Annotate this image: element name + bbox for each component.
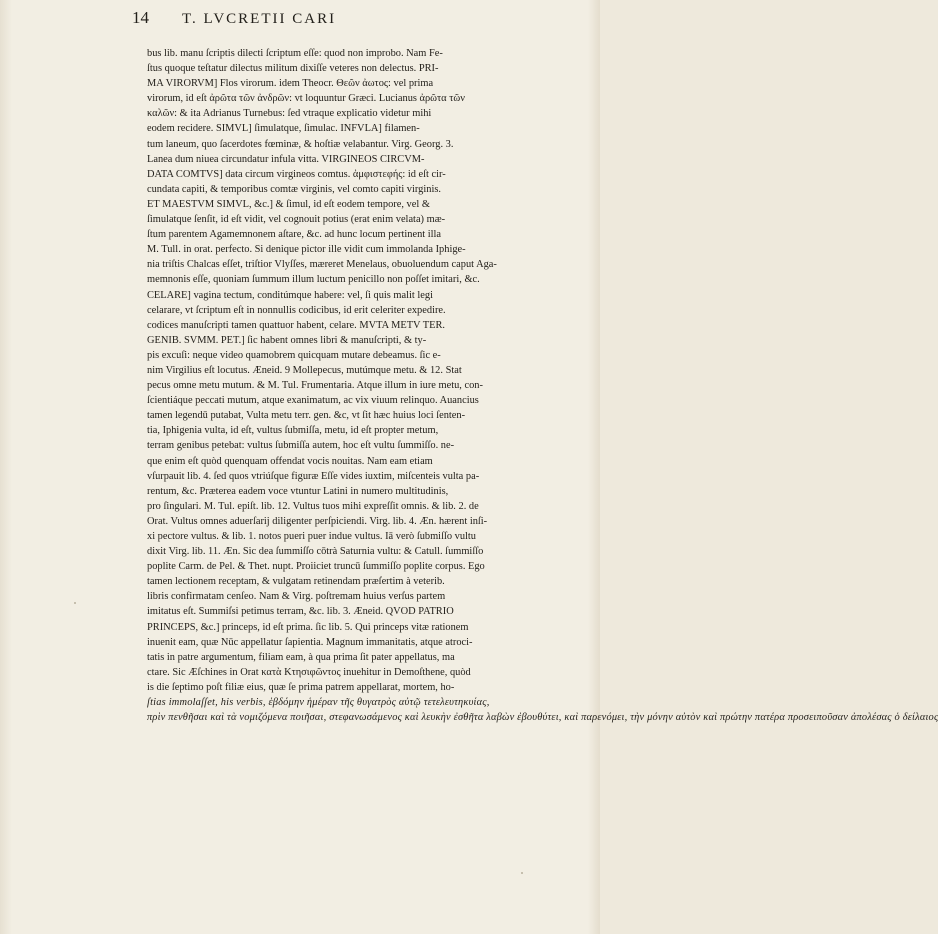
- text-line: ſtias immolaſſet, his verbis, ἑβδόμην ἡμέραν τῆς θυγατρὸς αὐτῷ τετελευτηκυίας,: [147, 697, 490, 709]
- text-line: rentum, &c. Præterea eadem voce vtuntur Latini in numero multitudinis,: [147, 485, 449, 497]
- text-line: tatis in patre argumentum, filiam eam, à qua prima ſit pater appellatus, ma: [147, 651, 455, 663]
- text-line: libris confirmatam cenſeo. Nam & Virg. poſtremam huius verſus partem: [147, 591, 446, 603]
- text-line: inuenit eam, quæ Nūc appellatur ſapientia. Magnum immanitatis, atque atroci-: [147, 636, 473, 648]
- text-line: tamen lectionem receptam, & vulgatam retinendam præſertim à veterib.: [147, 576, 445, 588]
- text-line: pecus omne metu mutum. & M. Tul. Frumentaria. Atque illum in iure metu, con-: [147, 380, 483, 392]
- page-number: 14: [132, 8, 149, 27]
- text-line: que enim eſt quòd quenquam offendat vocis nouitas. Nam eam etiam: [147, 455, 433, 467]
- text-line: virorum, id eſt ἀρῶτα τῶν ἀνδρῶν: vt loquuntur Græci. Lucianus ἀρῶτα τῶν: [147, 93, 465, 105]
- text-line: codices manuſcripti tamen quattuor habent, celare. MVTA METV TER.: [147, 319, 446, 331]
- text-line: Lanea dum niuea circundatur infula vitta. VIRGINEOS CIRCVM-: [147, 153, 425, 165]
- text-line: nia triſtis Chalcas eſſet, triſtior Vlyſſes, mæreret Menelaus, obuoluendum caput Aga-: [147, 259, 497, 271]
- text-line: bus lib. manu ſcriptis dilecti ſcriptum eſſe: quod non improbo. Nam Fe-: [147, 48, 443, 59]
- paper-speck: [521, 872, 523, 874]
- text-line: ſtus quoque teſtatur dilectus militum dixiſſe veteres non delectus. PRI-: [147, 63, 439, 75]
- running-title: T. LVCRETII CARI: [182, 11, 337, 27]
- text-line: tum laneum, quo ſacerdotes fœminæ, & hoſtiæ velabantur. Virg. Georg. 3.: [147, 138, 454, 150]
- text-line: pis excuſi: neque video quamobrem quicquam mutare debeamus. ſic e-: [147, 349, 441, 361]
- text-line: poplite Carm. de Pel. & Thet. nupt. Proiiciet truncū ſummiſſo poplite corpus. Ego: [147, 561, 485, 573]
- text-line: eodem recidere. SIMVL] ſimulatque, ſimulac. INFVLA] filamen-: [147, 123, 420, 135]
- text-line: tamen legendū putabat, Vulta metu terr. gen. &c, vt ſit hæc huius loci ſenten-: [147, 410, 466, 422]
- text-line: imitatus eſt. Summiſsi petimus terram, &c. lib. 3. Æneid. QVOD PATRIO: [147, 606, 454, 618]
- commentary-text: [147, 46, 938, 725]
- text-line: GENIB. SVMM. PET.] ſic habent omnes libri & manuſcripti, & ty-: [147, 334, 427, 346]
- text-line: ſtum parentem Agamemnonem aſtare, &c. ad hunc locum pertinent illa: [147, 229, 442, 241]
- text-line: is die ſeptimo poſt filiæ eius, quæ ſe prima patrem appellarat, mortem, ho-: [147, 681, 455, 693]
- paper-speck: [74, 602, 76, 604]
- text-line: Orat. Vultus omnes aduerſarij diligenter perſpiciendi. Virg. lib. 4. Æn. hærent inſi-: [147, 515, 488, 527]
- text-line: pro ſingulari. M. Tul. epiſt. lib. 12. Vultus tuos mihi expreſſit omnis. & lib. 2. de: [147, 500, 479, 512]
- text-line: ctare. Sic Æſchines in Orat κατὰ Κτησιφῶντος inuehitur in Demoſthene, quòd: [147, 666, 471, 678]
- text-line: MA VIRORVM] Flos virorum. idem Theocr. Θεῶν ἀωτος: vel prima: [147, 78, 434, 90]
- text-line: PRINCEPS, &c.] princeps, id eſt prima. ſic lib. 5. Qui princeps vitæ rationem: [147, 621, 469, 633]
- text-line: CELARE] vagina tectum, conditúmque habere: vel, ſi quis malit legi: [147, 289, 433, 301]
- text-line: vſurpauit lib. 4. ſed quos vtriúſque figuræ Eſſe vides iuxtim, miſcenteis vulta pa-: [147, 470, 480, 482]
- text-line: memnonis eſſe, quoniam ſummum illum luctum penicillo non poſſet imitari, &c.: [147, 274, 480, 286]
- text-line: ſimulatque ſenſit, id eſt vidit, vel cognouit potius (erat enim velata) mæ-: [147, 214, 446, 226]
- text-line: xi pectore vultus. & lib. 1. notos pueri puer indue vultus. Iā verò ſubmiſſo vultu: [147, 531, 476, 542]
- text-line: celarare, vt ſcriptum eſt in nonnullis codicibus, id erit celeriter expedire.: [147, 304, 446, 316]
- text-line: nim Virgilius eſt locutus. Æneid. 9 Mollepecus, mutúmque metu. & 12. Stat: [147, 364, 462, 376]
- text-line: καλῶν: & ita Adrianus Turnebus: ſed vtraque explicatio videtur mihi: [147, 108, 432, 120]
- text-line: dixit Virg. lib. 11. Æn. Sic dea ſummiſſo cōtrà Saturnia vultu: & Catull. ſummiſſo: [147, 546, 484, 558]
- text-line: M. Tull. in orat. perfecto. Si denique pictor ille vidit cum immolanda Iphige-: [147, 244, 466, 256]
- text-line: ET MAESTVM SIMVL, &c.] & ſimul, id eſt eodem tempore, vel &: [147, 198, 430, 210]
- text-line: tia, Iphigenia vulta, id eſt, vultus ſubmiſſa, metu, id eſt propter metum,: [147, 425, 439, 437]
- text-line: terram genibus petebat: vultus ſubmiſſa autem, hoc eſt vultu ſummiſſo. ne-: [147, 440, 455, 452]
- text-line: cundata capiti, & temporibus comtæ virginis, vel comto capiti virginis.: [147, 183, 441, 195]
- text-line: DATA COMTVS] data circum virgineos comtus. ἀμφιστεφής: id eſt cir-: [147, 168, 446, 180]
- running-head: [132, 8, 552, 28]
- text-line: ſcientiáque peccati mutum, atque exanimatum, ac vix viuum relinquo. Auancius: [147, 395, 479, 407]
- text-line: πρὶν πενθῆσαι καὶ τὰ νομιζόμενα ποιῆσαι, στεφανωσάμενος καὶ λευκὴν ἐσθῆτα λαβὼν ἐβουθύτει, καὶ παρενόμει, τὴν μόνην αὐτὸν καὶ πρώτην πατέρα προσειποῦσαν ἀπολέσας ὁ δείλαιος: [147, 712, 938, 724]
